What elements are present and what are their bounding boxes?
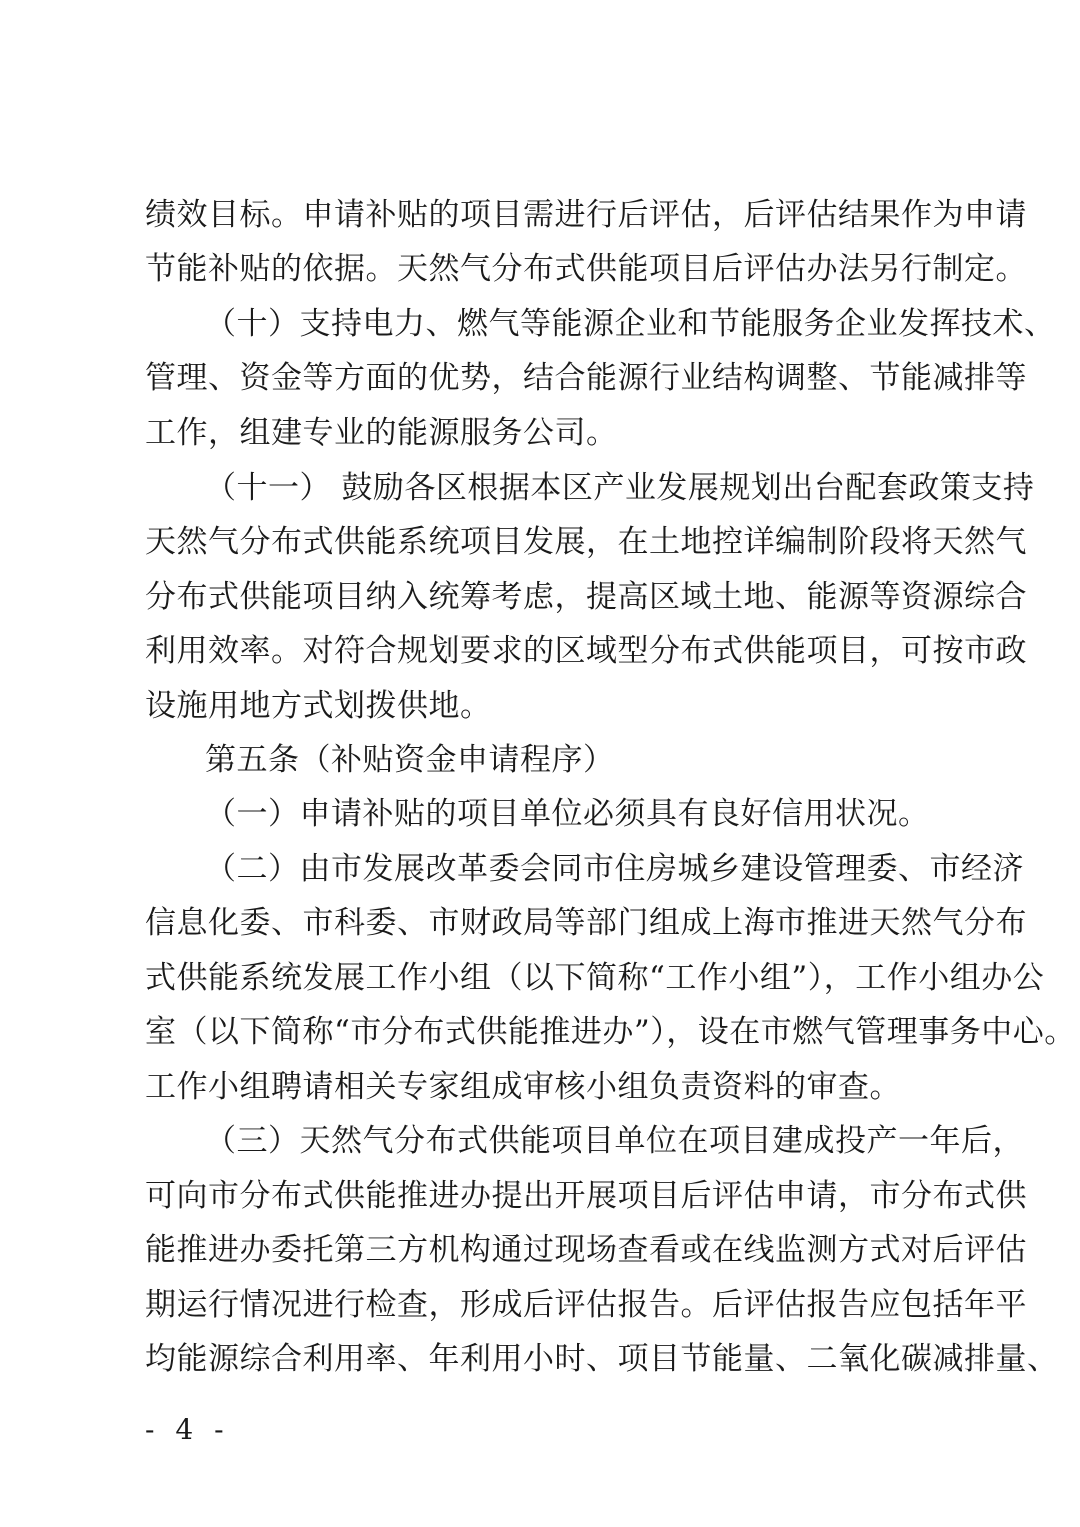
paragraph-11-line-2: 天然气分布式供能系统项目发展，在土地控详编制阶段将天然气	[145, 524, 1027, 560]
paragraph-11-line-1: （十一） 鼓励各区根据本区产业发展规划出台配套政策支持	[205, 470, 1035, 506]
item-3-line-3: 能推进办委托第三方机构通过现场查看或在线监测方式对后评估	[145, 1232, 1027, 1268]
item-2-line-2: 信息化委、市科委、市财政局等部门组成上海市推进天然气分布	[145, 905, 1027, 941]
paragraph-10-line-3: 工作，组建专业的能源服务公司。	[145, 415, 618, 451]
item-2-line-5: 工作小组聘请相关专家组成审核小组负责资料的审查。	[145, 1069, 901, 1105]
paragraph-11-line-5: 设施用地方式划拨供地。	[145, 688, 492, 724]
item-3-line-5: 均能源综合利用率、年利用小时、项目节能量、二氧化碳减排量、	[145, 1341, 1059, 1377]
text-line-1: 绩效目标。申请补贴的项目需进行后评估，后评估结果作为申请	[145, 197, 1027, 233]
paragraph-10-line-1: （十）支持电力、燃气等能源企业和节能服务企业发挥技术、	[205, 306, 1056, 342]
item-3-line-1: （三）天然气分布式供能项目单位在项目建成投产一年后，	[205, 1123, 1024, 1159]
paragraph-11-line-4: 利用效率。对符合规划要求的区域型分布式供能项目，可按市政	[145, 633, 1027, 669]
text-line-2: 节能补贴的依据。天然气分布式供能项目后评估办法另行制定。	[145, 251, 1027, 287]
item-3-line-2: 可向市分布式供能推进办提出开展项目后评估申请，市分布式供	[145, 1178, 1027, 1214]
item-2-line-1: （二）由市发展改革委会同市住房城乡建设管理委、市经济	[205, 851, 1024, 887]
item-2-line-3: 式供能系统发展工作小组（以下简称“工作小组”），工作小组办公	[145, 960, 1045, 996]
item-2-line-4: 室（以下简称“市分布式供能推进办”），设在市燃气管理事务中心。	[145, 1014, 1076, 1050]
paragraph-11-line-3: 分布式供能项目纳入统筹考虑，提高区域土地、能源等资源综合	[145, 579, 1027, 615]
paragraph-10-line-2: 管理、资金等方面的优势，结合能源行业结构调整、节能减排等	[145, 360, 1027, 396]
item-1-line-1: （一）申请补贴的项目单位必须具有良好信用状况。	[205, 796, 930, 832]
page-number: - 4 -	[145, 1413, 230, 1446]
item-3-line-4: 期运行情况进行检查，形成后评估报告。后评估报告应包括年平	[145, 1287, 1027, 1323]
article-5-heading: 第五条（补贴资金申请程序）	[205, 742, 615, 778]
